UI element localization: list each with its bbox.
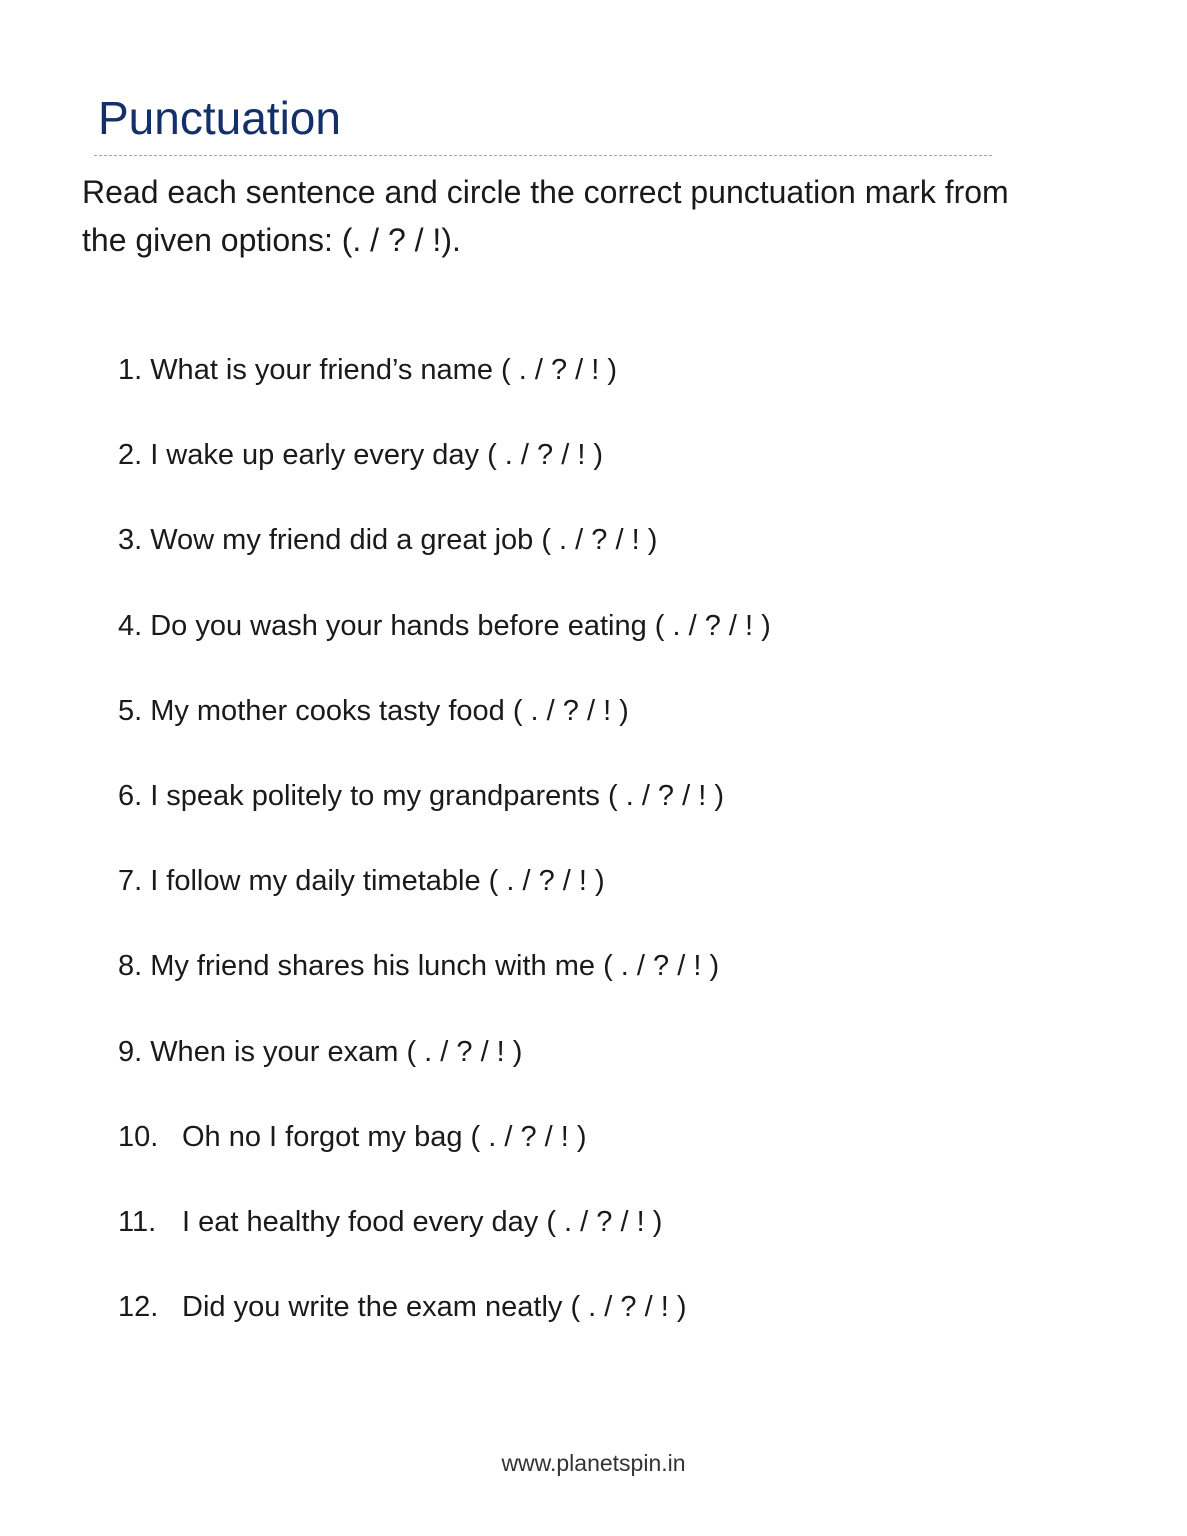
question-number: 11.: [118, 1205, 157, 1238]
question-text: When is your exam ( . / ? / ! ): [150, 1035, 523, 1068]
question-item: [118, 430, 771, 515]
question-number: 5.: [118, 694, 143, 727]
question-item: [118, 1027, 771, 1112]
question-item: [118, 1197, 771, 1282]
footer-website-link[interactable]: www.planetspin.in: [501, 1450, 686, 1476]
page-title: Punctuation: [98, 92, 341, 144]
question-item: [118, 686, 771, 771]
question-text: Did you write the exam neatly ( . / ? / ! ): [182, 1291, 687, 1324]
question-number: 6.: [118, 779, 143, 812]
question-number: 10.: [118, 1120, 159, 1153]
question-text: I follow my daily timetable ( . / ? / ! ): [150, 865, 605, 898]
question-item: [118, 856, 771, 941]
question-text: Wow my friend did a great job ( . / ? / ! ): [150, 524, 658, 557]
question-list: [118, 345, 771, 1367]
question-text: Do you wash your hands before eating ( . / ? / ! ): [150, 609, 771, 642]
question-item: [118, 771, 771, 856]
title-divider: [94, 155, 992, 156]
question-text: Oh no I forgot my bag ( . / ? / ! ): [182, 1120, 587, 1153]
question-number: 1.: [118, 354, 143, 386]
question-item: [118, 345, 771, 430]
question-number: 8.: [118, 950, 143, 983]
question-number: 4.: [118, 609, 143, 642]
question-text: I eat healthy food every day ( . / ? / ! ): [182, 1205, 663, 1238]
question-number: 3.: [118, 524, 143, 557]
question-text: My friend shares his lunch with me ( . / ? / ! ): [150, 950, 720, 983]
question-item: [118, 941, 771, 1026]
question-text: What is your friend’s name ( . / ? / ! ): [150, 354, 618, 386]
question-item: [118, 601, 771, 686]
question-number: 9.: [118, 1035, 143, 1068]
instructions: Read each sentence and circle the correct punctuation mark from the given options: (. / ? / !).: [82, 174, 1009, 258]
question-number: 12.: [118, 1291, 159, 1324]
question-text: I wake up early every day ( . / ? / ! ): [150, 439, 604, 472]
question-item: [118, 1282, 771, 1367]
question-number: 2.: [118, 439, 143, 472]
question-item: [118, 515, 771, 600]
question-text: My mother cooks tasty food ( . / ? / ! ): [150, 694, 629, 727]
question-text: I speak politely to my grandparents ( . / ? / ! ): [150, 779, 724, 812]
question-number: 7.: [118, 865, 143, 898]
question-item: [118, 1112, 771, 1197]
